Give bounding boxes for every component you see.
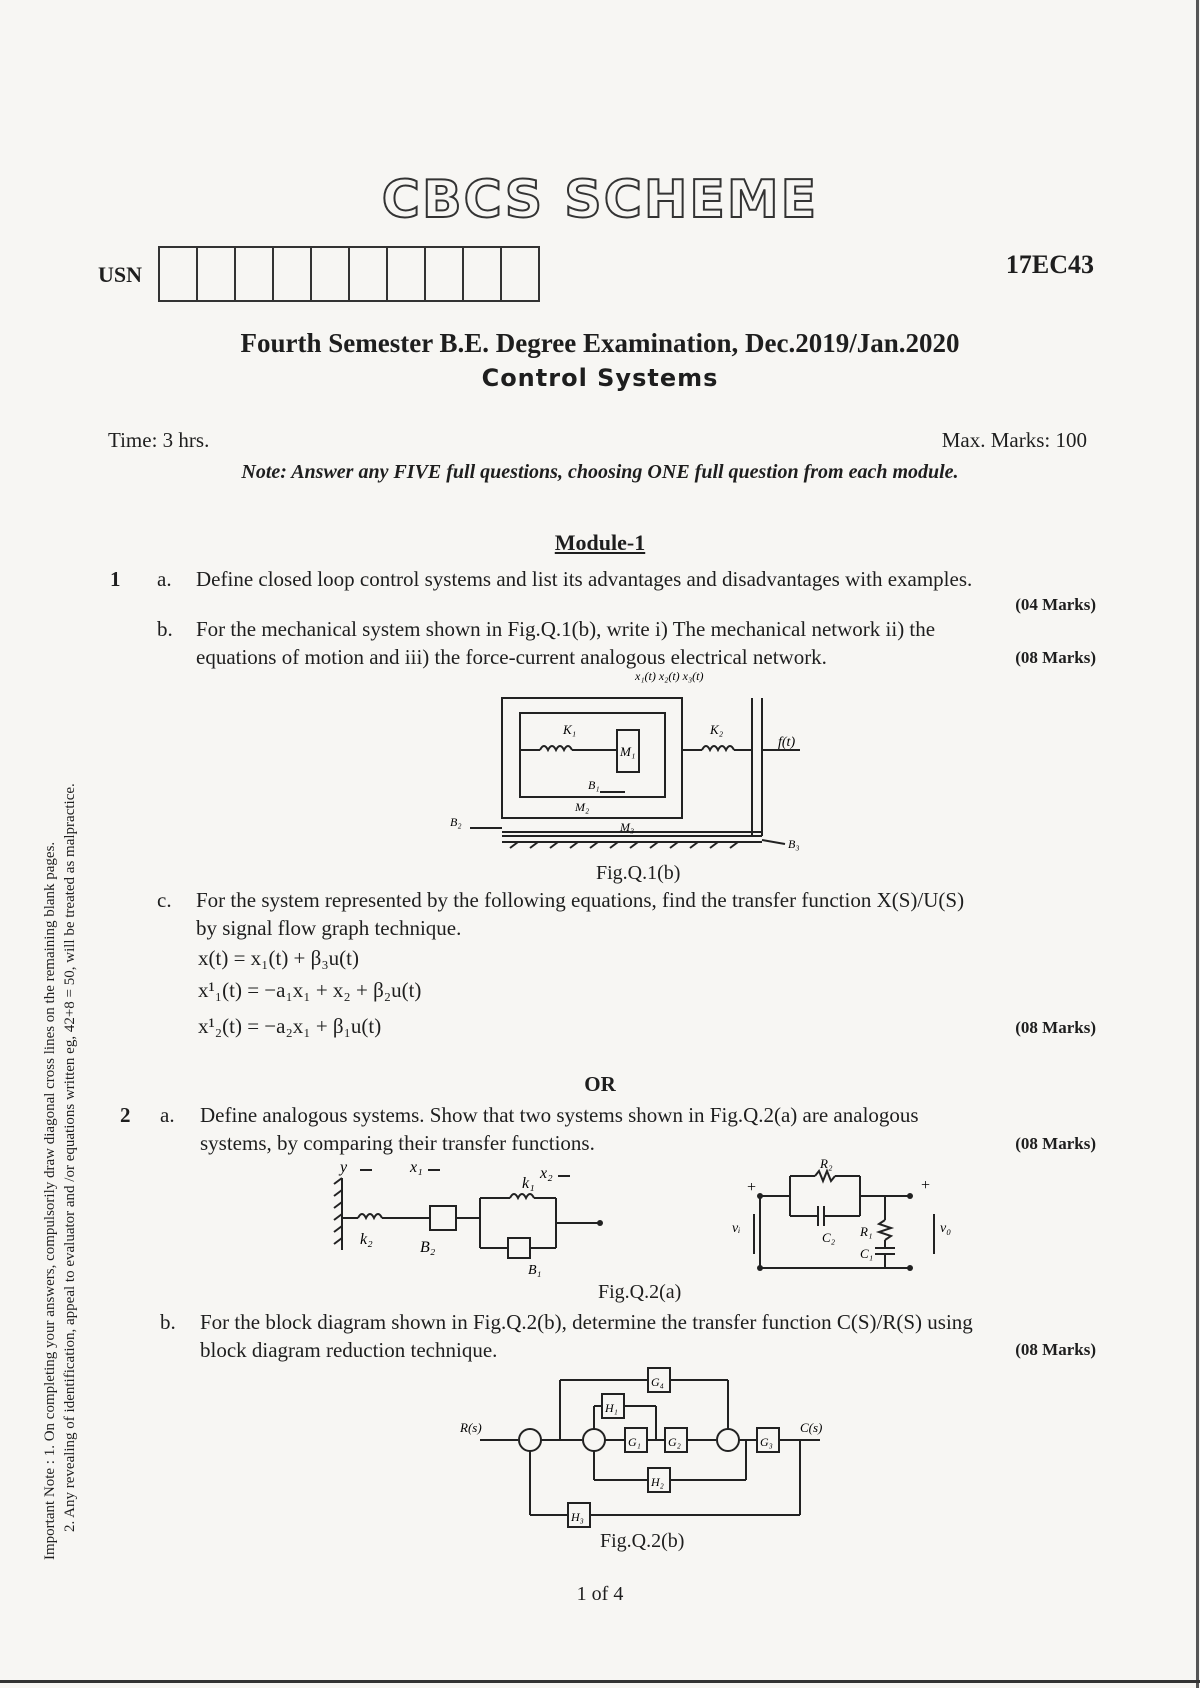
- q1a-marks: (04 Marks): [1015, 595, 1096, 614]
- equation-3: x¹₂(t) = −a₂x₁ + β₁u(t): [198, 1014, 382, 1038]
- paper-code: 17EC43: [1005, 250, 1094, 279]
- label-vi: vᵢ: [732, 1221, 741, 1236]
- label-plus-in: +: [746, 1179, 757, 1196]
- equation-1: x(t) = x₁(t) + β₃u(t): [198, 946, 359, 970]
- fig-q1b-caption: Fig.Q.1(b): [596, 862, 681, 884]
- label-b2-2a: B₂: [420, 1239, 436, 1256]
- q1b-text-1: For the mechanical system shown in Fig.Q.1(b), write i) The mechanical network ii) the: [196, 617, 936, 641]
- label-g3: G₃: [760, 1435, 773, 1449]
- q1c-marks: (08 Marks): [1015, 1018, 1096, 1037]
- q2b-letter: b.: [160, 1310, 176, 1334]
- label-m1: M₁: [620, 744, 636, 759]
- question-1-number: 1: [110, 567, 121, 591]
- max-marks: Max. Marks: 100: [941, 428, 1087, 452]
- label-c: C(s): [800, 1420, 823, 1435]
- q2b-text-1: For the block diagram shown in Fig.Q.2(b), determine the transfer function C(S)/R(S) using: [200, 1310, 973, 1334]
- q2a-text-1: Define analogous systems. Show that two systems shown in Fig.Q.2(a) are analogous: [200, 1103, 919, 1127]
- label-h2: H₂: [651, 1475, 664, 1489]
- fig-q2a-caption: Fig.Q.2(a): [598, 1281, 682, 1303]
- label-b1: B₁: [588, 778, 600, 792]
- or-divider: OR: [584, 1072, 616, 1096]
- exam-title: Fourth Semester B.E. Degree Examination, Dec.2019/Jan.2020: [240, 328, 960, 358]
- subject-title: Control Systems: [481, 364, 719, 392]
- q1c-text-1: For the system represented by the following equations, find the transfer function X(S)/U(S): [196, 888, 965, 912]
- label-force: f(t): [778, 735, 796, 750]
- label-y: y: [340, 1159, 348, 1176]
- fig-q2a-mechanical: [330, 1158, 630, 1278]
- label-r1: R₁: [860, 1224, 873, 1239]
- question-2-number: 2: [120, 1103, 131, 1127]
- label-c1: C₁: [860, 1246, 874, 1261]
- q2b-marks: (08 Marks): [1015, 1340, 1096, 1359]
- equation-2: x¹₁(t) = −a₁x₁ + x₂ + β₂u(t): [198, 978, 422, 1002]
- scan-bottom-edge: [0, 1680, 1200, 1683]
- fig-q2a-electrical: [720, 1158, 960, 1282]
- fig-q2b-caption: Fig.Q.2(b): [600, 1530, 685, 1552]
- instructions-note: Note: Answer any FIVE full questions, choosing ONE full question from each module.: [241, 461, 959, 483]
- page-number: 1 of 4: [576, 1583, 624, 1605]
- label-r: R(s): [460, 1420, 482, 1435]
- q1c-letter: c.: [157, 888, 172, 912]
- module-heading: Module-1: [554, 530, 646, 555]
- usn-label: USN: [98, 262, 143, 287]
- label-r2: R₂: [820, 1158, 833, 1171]
- label-m3: M₃: [620, 820, 635, 834]
- side-note-line-2: 2. Any revealing of identification, appeal to evaluator and /or equations written eg, 42+8 = 50, will be treated as malpractice.: [62, 783, 78, 1532]
- label-g1: G₁: [628, 1435, 641, 1449]
- q1b-text-2: equations of motion and iii) the force-current analogous electrical network.: [196, 645, 827, 669]
- q2b-text-2: block diagram reduction technique.: [200, 1338, 498, 1362]
- label-b3: B₃: [788, 837, 800, 851]
- side-note-line-1: Important Note : 1. On completing your answers, compulsorily draw diagonal cross lines on the remaining blank pages.: [42, 841, 58, 1560]
- scan-edge: [1196, 0, 1199, 1688]
- q1c-text-2: by signal flow graph technique.: [196, 916, 462, 940]
- label-g4: G₄: [651, 1375, 664, 1389]
- q2a-text-2: systems, by comparing their transfer functions.: [200, 1131, 595, 1155]
- label-b2: B₂: [450, 815, 462, 829]
- label-displacements: x₁(t) x₂(t) x₃(t): [635, 669, 704, 683]
- label-m2: M₂: [575, 800, 590, 814]
- scheme-banner: CBCS SCHEME: [381, 170, 819, 230]
- label-k1: K₁: [563, 722, 577, 737]
- label-h3: H₃: [571, 1510, 584, 1524]
- q1b-letter: b.: [157, 617, 173, 641]
- label-x2: x₂: [540, 1165, 553, 1182]
- q1a-letter: a.: [157, 567, 172, 591]
- label-k2: K₂: [710, 722, 724, 737]
- label-b1-2a: B₁: [528, 1263, 542, 1278]
- q2a-letter: a.: [160, 1103, 175, 1127]
- time-duration: Time: 3 hrs.: [108, 428, 210, 452]
- usn-boxes[interactable]: [158, 246, 540, 302]
- q1b-marks: (08 Marks): [1015, 648, 1096, 667]
- label-c2: C₂: [822, 1230, 836, 1245]
- fig-q2b-block-diagram: [460, 1360, 840, 1538]
- label-plus-out: +: [920, 1177, 931, 1194]
- label-k2-2a: k₂: [360, 1231, 373, 1248]
- label-h1: H₁: [605, 1401, 618, 1415]
- fig-q1b-mechanical-system: [440, 668, 820, 858]
- label-x1: x₁: [410, 1159, 423, 1176]
- label-k1-2a: k₁: [522, 1175, 535, 1192]
- q2a-marks: (08 Marks): [1015, 1134, 1096, 1153]
- side-important-note: [40, 460, 80, 1560]
- label-vo: v₀: [940, 1221, 952, 1236]
- q1a-text: Define closed loop control systems and list its advantages and disadvantages with examples.: [196, 567, 973, 591]
- label-g2: G₂: [668, 1435, 681, 1449]
